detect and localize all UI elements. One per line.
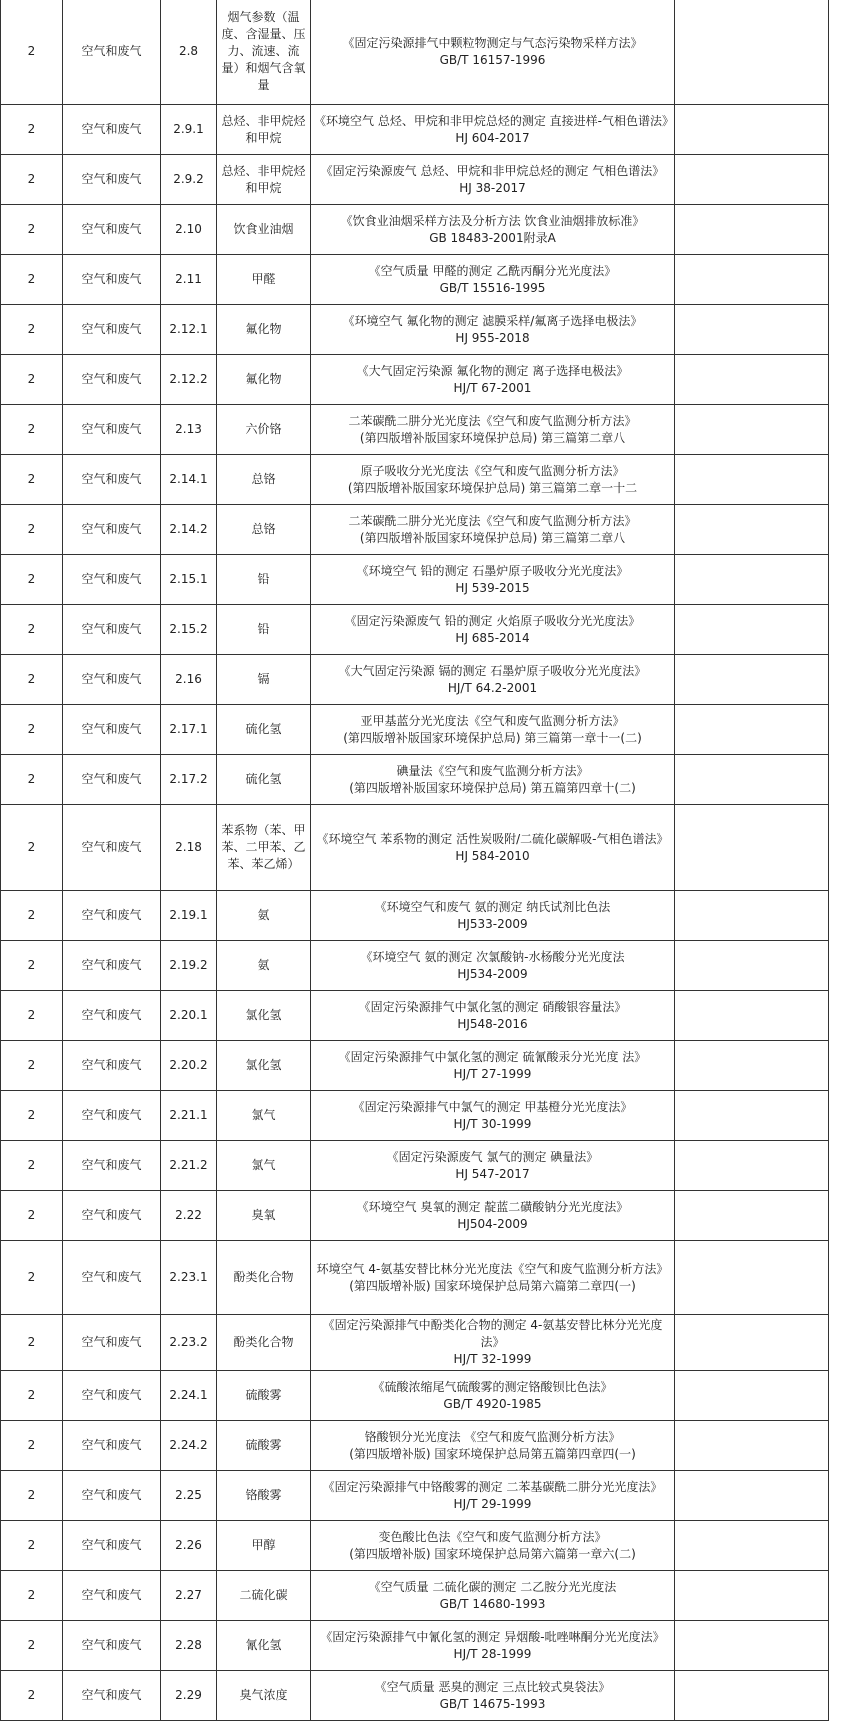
code-cell: 2.22	[161, 1191, 217, 1241]
method-number: GB/T 15516-1995	[439, 280, 546, 295]
table-row	[1, 155, 829, 205]
code-cell: 2.19.2	[161, 941, 217, 991]
medium-cell: 空气和废气	[63, 1315, 161, 1371]
table-row	[1, 205, 829, 255]
method-title: 铬酸钡分光光度法 《空气和废气监测分析方法》	[364, 1429, 621, 1444]
table-row	[1, 555, 829, 605]
medium-cell: 空气和废气	[63, 991, 161, 1041]
method-title: 《环境空气 氨的测定 次氯酸钠-水杨酸分光光度法	[360, 949, 625, 964]
method-title: 《固定污染源废气 铅的测定 火焰原子吸收分光光度法》	[344, 613, 641, 628]
table-row	[1, 305, 829, 355]
code-cell: 2.12.1	[161, 305, 217, 355]
category-cell: 2	[1, 1241, 63, 1315]
method-title: 《环境空气 铅的测定 石墨炉原子吸收分光光度法》	[356, 563, 629, 578]
method-title: 《固定污染源排气中氰化氢的测定 异烟酸-吡唑啉酮分光光度法》	[320, 1629, 665, 1644]
remark-cell	[675, 805, 829, 891]
item-cell: 硫酸雾	[217, 1421, 311, 1471]
medium-cell: 空气和废气	[63, 105, 161, 155]
method-cell	[311, 555, 675, 605]
method-number: HJ 604-2017	[455, 130, 530, 145]
table-row	[1, 1421, 829, 1471]
method-cell	[311, 991, 675, 1041]
method-title: 《空气质量 二硫化碳的测定 二乙胺分光光度法	[368, 1579, 617, 1594]
medium-cell: 空气和废气	[63, 405, 161, 455]
method-title: 《固定污染源废气 总烃、甲烷和非甲烷总烃的测定 气相色谱法》	[320, 163, 665, 178]
method-number: GB/T 4920-1985	[443, 1396, 542, 1411]
standards-table-body	[1, 0, 829, 1721]
medium-cell: 空气和废气	[63, 1521, 161, 1571]
item-cell: 臭氧	[217, 1191, 311, 1241]
medium-cell: 空气和废气	[63, 705, 161, 755]
remark-cell	[675, 941, 829, 991]
method-cell	[311, 655, 675, 705]
category-cell: 2	[1, 1621, 63, 1671]
method-number: (第四版增补版) 国家环境保护总局第六篇第一章六(二)	[349, 1546, 636, 1561]
item-cell: 饮食业油烟	[217, 205, 311, 255]
item-cell: 臭气浓度	[217, 1671, 311, 1721]
medium-cell: 空气和废气	[63, 941, 161, 991]
method-title: 《固定污染源排气中颗粒物测定与气态污染物采样方法》	[342, 35, 643, 50]
table-row	[1, 991, 829, 1041]
code-cell: 2.28	[161, 1621, 217, 1671]
table-row	[1, 755, 829, 805]
table-row	[1, 0, 829, 105]
item-cell: 铅	[217, 605, 311, 655]
method-title: 《空气质量 甲醛的测定 乙酰丙酮分光光度法》	[368, 263, 617, 278]
table-row	[1, 1671, 829, 1721]
method-number: GB 18483-2001附录A	[429, 230, 556, 245]
category-cell: 2	[1, 255, 63, 305]
table-row	[1, 941, 829, 991]
item-cell: 总烃、非甲烷烃和甲烷	[217, 155, 311, 205]
method-number: HJ/T 30-1999	[453, 1116, 532, 1131]
medium-cell: 空气和废气	[63, 1571, 161, 1621]
remark-cell	[675, 305, 829, 355]
medium-cell: 空气和废气	[63, 1191, 161, 1241]
method-number: (第四版增补版国家环境保护总局) 第三篇第一章十一(二)	[343, 730, 642, 745]
item-cell: 六价铬	[217, 405, 311, 455]
category-cell: 2	[1, 1571, 63, 1621]
remark-cell	[675, 405, 829, 455]
method-cell	[311, 305, 675, 355]
medium-cell: 空气和废气	[63, 1421, 161, 1471]
item-cell: 总铬	[217, 455, 311, 505]
method-number: HJ/T 32-1999	[453, 1352, 532, 1366]
method-title: 《环境空气和废气 氨的测定 纳氏试剂比色法	[374, 899, 611, 914]
method-cell	[311, 355, 675, 405]
code-cell: 2.24.2	[161, 1421, 217, 1471]
table-row	[1, 1371, 829, 1421]
method-number: GB/T 14680-1993	[439, 1596, 546, 1611]
remark-cell	[675, 1191, 829, 1241]
category-cell: 2	[1, 505, 63, 555]
method-number: HJ 38-2017	[459, 180, 526, 195]
remark-cell	[675, 255, 829, 305]
medium-cell: 空气和废气	[63, 155, 161, 205]
method-cell	[311, 1041, 675, 1091]
method-number: (第四版增补版国家环境保护总局) 第三篇第二章八	[359, 530, 626, 545]
item-cell: 总烃、非甲烷烃和甲烷	[217, 105, 311, 155]
remark-cell	[675, 1141, 829, 1191]
remark-cell	[675, 1315, 829, 1371]
remark-cell	[675, 105, 829, 155]
method-number: HJ 539-2015	[455, 580, 530, 595]
method-title: 《固定污染源排气中酚类化合物的测定 4-氨基安替比林分光光度法》	[322, 1318, 663, 1349]
method-title: 原子吸收分光光度法《空气和废气监测分析方法》	[360, 463, 625, 478]
code-cell: 2.24.1	[161, 1371, 217, 1421]
category-cell: 2	[1, 555, 63, 605]
method-title: 《固定污染源排气中铬酸雾的测定 二苯基碳酰二肼分光光度法》	[322, 1479, 663, 1494]
code-cell: 2.17.1	[161, 705, 217, 755]
method-number: HJ504-2009	[457, 1216, 528, 1231]
code-cell: 2.23.1	[161, 1241, 217, 1315]
method-number: HJ 685-2014	[455, 630, 530, 645]
table-row	[1, 1621, 829, 1671]
item-cell: 氰化氢	[217, 1621, 311, 1671]
remark-cell	[675, 455, 829, 505]
method-number: HJ/T 67-2001	[453, 380, 532, 395]
table-row	[1, 105, 829, 155]
category-cell: 2	[1, 0, 63, 105]
code-cell: 2.21.2	[161, 1141, 217, 1191]
medium-cell: 空气和废气	[63, 505, 161, 555]
medium-cell: 空气和废气	[63, 1671, 161, 1721]
method-cell	[311, 1521, 675, 1571]
method-title: 《固定污染源废气 氯气的测定 碘量法》	[386, 1149, 599, 1164]
category-cell: 2	[1, 1091, 63, 1141]
method-cell	[311, 1315, 675, 1371]
medium-cell: 空气和废气	[63, 1041, 161, 1091]
code-cell: 2.14.2	[161, 505, 217, 555]
item-cell: 二硫化碳	[217, 1571, 311, 1621]
method-title: 《固定污染源排气中氯化氢的测定 硝酸银容量法》	[358, 999, 627, 1014]
method-cell	[311, 1091, 675, 1141]
medium-cell: 空气和废气	[63, 555, 161, 605]
item-cell: 氟化物	[217, 355, 311, 405]
method-cell	[311, 891, 675, 941]
table-row	[1, 1041, 829, 1091]
table-row	[1, 355, 829, 405]
method-cell	[311, 805, 675, 891]
category-cell: 2	[1, 655, 63, 705]
method-cell	[311, 1241, 675, 1315]
method-title: 变色酸比色法《空气和废气监测分析方法》	[378, 1529, 607, 1544]
method-cell	[311, 1141, 675, 1191]
method-title: 《环境空气 苯系物的测定 活性炭吸附/二硫化碳解吸-气相色谱法》	[316, 831, 669, 846]
table-row	[1, 455, 829, 505]
category-cell: 2	[1, 705, 63, 755]
medium-cell: 空气和废气	[63, 1141, 161, 1191]
method-cell	[311, 155, 675, 205]
table-row	[1, 505, 829, 555]
remark-cell	[675, 1671, 829, 1721]
category-cell: 2	[1, 455, 63, 505]
remark-cell	[675, 605, 829, 655]
method-title: 《环境空气 臭氧的测定 靛蓝二磺酸钠分光光度法》	[356, 1199, 629, 1214]
method-number: (第四版增补版国家环境保护总局) 第三篇第二章一十二	[347, 480, 638, 495]
method-title: 《硫酸浓缩尾气硫酸雾的测定铬酸钡比色法》	[372, 1379, 613, 1394]
code-cell: 2.12.2	[161, 355, 217, 405]
method-cell	[311, 1571, 675, 1621]
category-cell: 2	[1, 1191, 63, 1241]
remark-cell	[675, 155, 829, 205]
medium-cell: 空气和废气	[63, 1621, 161, 1671]
table-row	[1, 1571, 829, 1621]
medium-cell: 空气和废气	[63, 1241, 161, 1315]
method-cell	[311, 505, 675, 555]
method-cell	[311, 455, 675, 505]
method-cell	[311, 405, 675, 455]
medium-cell: 空气和废气	[63, 205, 161, 255]
method-cell	[311, 105, 675, 155]
remark-cell	[675, 0, 829, 105]
table-row	[1, 605, 829, 655]
table-row	[1, 705, 829, 755]
medium-cell: 空气和废气	[63, 305, 161, 355]
category-cell: 2	[1, 355, 63, 405]
medium-cell: 空气和废气	[63, 1471, 161, 1521]
item-cell: 氨	[217, 941, 311, 991]
code-cell: 2.17.2	[161, 755, 217, 805]
code-cell: 2.19.1	[161, 891, 217, 941]
item-cell: 铬酸雾	[217, 1471, 311, 1521]
code-cell: 2.15.1	[161, 555, 217, 605]
category-cell: 2	[1, 1371, 63, 1421]
method-title: 二苯碳酰二肼分光光度法《空气和废气监测分析方法》	[348, 513, 637, 528]
table-row	[1, 1241, 829, 1315]
method-number: (第四版增补版国家环境保护总局) 第五篇第四章十(二)	[349, 780, 636, 795]
remark-cell	[675, 1041, 829, 1091]
medium-cell: 空气和废气	[63, 755, 161, 805]
item-cell: 烟气参数（温度、含湿量、压力、流速、流量）和烟气含氧量	[217, 0, 311, 105]
method-number: HJ548-2016	[457, 1016, 528, 1031]
method-cell	[311, 0, 675, 105]
medium-cell: 空气和废气	[63, 805, 161, 891]
item-cell: 硫化氢	[217, 755, 311, 805]
item-cell: 氯化氢	[217, 991, 311, 1041]
code-cell: 2.13	[161, 405, 217, 455]
remark-cell	[675, 1521, 829, 1571]
method-cell	[311, 1471, 675, 1521]
category-cell: 2	[1, 991, 63, 1041]
item-cell: 氨	[217, 891, 311, 941]
item-cell: 铅	[217, 555, 311, 605]
method-title: 《环境空气 氟化物的测定 滤膜采样/氟离子选择电极法》	[342, 313, 643, 328]
method-number: (第四版增补版国家环境保护总局) 第三篇第二章八	[359, 430, 626, 445]
method-title: 碘量法《空气和废气监测分析方法》	[396, 763, 589, 778]
table-row	[1, 805, 829, 891]
medium-cell: 空气和废气	[63, 655, 161, 705]
remark-cell	[675, 1421, 829, 1471]
code-cell: 2.15.2	[161, 605, 217, 655]
table-row	[1, 1521, 829, 1571]
method-cell	[311, 941, 675, 991]
table-row	[1, 655, 829, 705]
method-number: HJ/T 27-1999	[453, 1066, 532, 1081]
remark-cell	[675, 355, 829, 405]
method-cell	[311, 1191, 675, 1241]
code-cell: 2.21.1	[161, 1091, 217, 1141]
method-title: 亚甲基蓝分光光度法《空气和废气监测分析方法》	[360, 713, 625, 728]
method-title: 《空气质量 恶臭的测定 三点比较式臭袋法》	[374, 1679, 611, 1694]
category-cell: 2	[1, 805, 63, 891]
method-cell	[311, 1671, 675, 1721]
category-cell: 2	[1, 405, 63, 455]
remark-cell	[675, 1371, 829, 1421]
method-number: HJ533-2009	[457, 916, 528, 931]
method-number: HJ/T 29-1999	[453, 1496, 532, 1511]
item-cell: 甲醇	[217, 1521, 311, 1571]
method-cell	[311, 705, 675, 755]
table-row	[1, 1191, 829, 1241]
table-row	[1, 891, 829, 941]
medium-cell: 空气和废气	[63, 605, 161, 655]
item-cell: 氟化物	[217, 305, 311, 355]
remark-cell	[675, 1471, 829, 1521]
method-cell	[311, 1621, 675, 1671]
method-title: 《固定污染源排气中氯气的测定 甲基橙分光光度法》	[352, 1099, 633, 1114]
category-cell: 2	[1, 941, 63, 991]
method-number: (第四版增补版) 国家环境保护总局第五篇第四章四(一)	[349, 1446, 636, 1461]
table-row	[1, 1471, 829, 1521]
code-cell: 2.27	[161, 1571, 217, 1621]
remark-cell	[675, 205, 829, 255]
remark-cell	[675, 891, 829, 941]
medium-cell: 空气和废气	[63, 1091, 161, 1141]
medium-cell: 空气和废气	[63, 0, 161, 105]
category-cell: 2	[1, 205, 63, 255]
code-cell: 2.10	[161, 205, 217, 255]
code-cell: 2.29	[161, 1671, 217, 1721]
category-cell: 2	[1, 1421, 63, 1471]
category-cell: 2	[1, 1315, 63, 1371]
category-cell: 2	[1, 755, 63, 805]
category-cell: 2	[1, 155, 63, 205]
code-cell: 2.18	[161, 805, 217, 891]
method-number: HJ/T 28-1999	[453, 1646, 532, 1661]
method-cell	[311, 1421, 675, 1471]
method-title: 二苯碳酰二肼分光光度法《空气和废气监测分析方法》	[348, 413, 637, 428]
table-row	[1, 405, 829, 455]
method-number: HJ 547-2017	[455, 1166, 530, 1181]
category-cell: 2	[1, 891, 63, 941]
category-cell: 2	[1, 605, 63, 655]
method-title: 《环境空气 总烃、甲烷和非甲烷总烃的测定 直接进样-气相色谱法》	[314, 113, 674, 128]
remark-cell	[675, 705, 829, 755]
item-cell: 酚类化合物	[217, 1241, 311, 1315]
code-cell: 2.23.2	[161, 1315, 217, 1371]
remark-cell	[675, 505, 829, 555]
category-cell: 2	[1, 1671, 63, 1721]
code-cell: 2.25	[161, 1471, 217, 1521]
table-row	[1, 1091, 829, 1141]
medium-cell: 空气和废气	[63, 355, 161, 405]
method-number: HJ 955-2018	[455, 330, 530, 345]
method-number: GB/T 16157-1996	[439, 52, 546, 67]
method-number: (第四版增补版) 国家环境保护总局第六篇第二章四(一)	[349, 1278, 636, 1293]
code-cell: 2.20.1	[161, 991, 217, 1041]
item-cell: 氯气	[217, 1091, 311, 1141]
code-cell: 2.20.2	[161, 1041, 217, 1091]
method-title: 《大气固定污染源 氟化物的测定 离子选择电极法》	[356, 363, 629, 378]
remark-cell	[675, 555, 829, 605]
remark-cell	[675, 755, 829, 805]
medium-cell: 空气和废气	[63, 1371, 161, 1421]
method-cell	[311, 255, 675, 305]
method-cell	[311, 205, 675, 255]
method-cell	[311, 605, 675, 655]
remark-cell	[675, 991, 829, 1041]
category-cell: 2	[1, 1141, 63, 1191]
item-cell: 硫酸雾	[217, 1371, 311, 1421]
table-row	[1, 255, 829, 305]
item-cell: 氯气	[217, 1141, 311, 1191]
item-cell: 苯系物（苯、甲苯、二甲苯、乙苯、苯乙烯）	[217, 805, 311, 891]
code-cell: 2.26	[161, 1521, 217, 1571]
table-row	[1, 1141, 829, 1191]
remark-cell	[675, 1621, 829, 1671]
remark-cell	[675, 1091, 829, 1141]
remark-cell	[675, 1571, 829, 1621]
category-cell: 2	[1, 305, 63, 355]
method-number: GB/T 14675-1993	[439, 1696, 546, 1711]
code-cell: 2.9.2	[161, 155, 217, 205]
method-title: 环境空气 4-氨基安替比林分光光度法《空气和废气监测分析方法》	[316, 1261, 669, 1276]
item-cell: 酚类化合物	[217, 1315, 311, 1371]
method-number: HJ534-2009	[457, 966, 528, 981]
method-cell	[311, 755, 675, 805]
code-cell: 2.11	[161, 255, 217, 305]
item-cell: 硫化氢	[217, 705, 311, 755]
item-cell: 镉	[217, 655, 311, 705]
category-cell: 2	[1, 1041, 63, 1091]
code-cell: 2.8	[161, 0, 217, 105]
item-cell: 甲醛	[217, 255, 311, 305]
method-cell	[311, 1371, 675, 1421]
item-cell: 总铬	[217, 505, 311, 555]
category-cell: 2	[1, 1521, 63, 1571]
medium-cell: 空气和废气	[63, 455, 161, 505]
code-cell: 2.16	[161, 655, 217, 705]
method-number: HJ/T 64.2-2001	[447, 680, 538, 695]
table-row	[1, 1315, 829, 1371]
method-title: 《饮食业油烟采样方法及分析方法 饮食业油烟排放标准》	[340, 213, 645, 228]
category-cell: 2	[1, 1471, 63, 1521]
method-number: HJ 584-2010	[455, 848, 530, 863]
method-title: 《固定污染源排气中氯化氢的测定 硫氰酸汞分光光度 法》	[338, 1049, 647, 1064]
remark-cell	[675, 655, 829, 705]
medium-cell: 空气和废气	[63, 891, 161, 941]
item-cell: 氯化氢	[217, 1041, 311, 1091]
code-cell: 2.9.1	[161, 105, 217, 155]
category-cell: 2	[1, 105, 63, 155]
medium-cell: 空气和废气	[63, 255, 161, 305]
method-title: 《大气固定污染源 镉的测定 石墨炉原子吸收分光光度法》	[338, 663, 647, 678]
code-cell: 2.14.1	[161, 455, 217, 505]
remark-cell	[675, 1241, 829, 1315]
